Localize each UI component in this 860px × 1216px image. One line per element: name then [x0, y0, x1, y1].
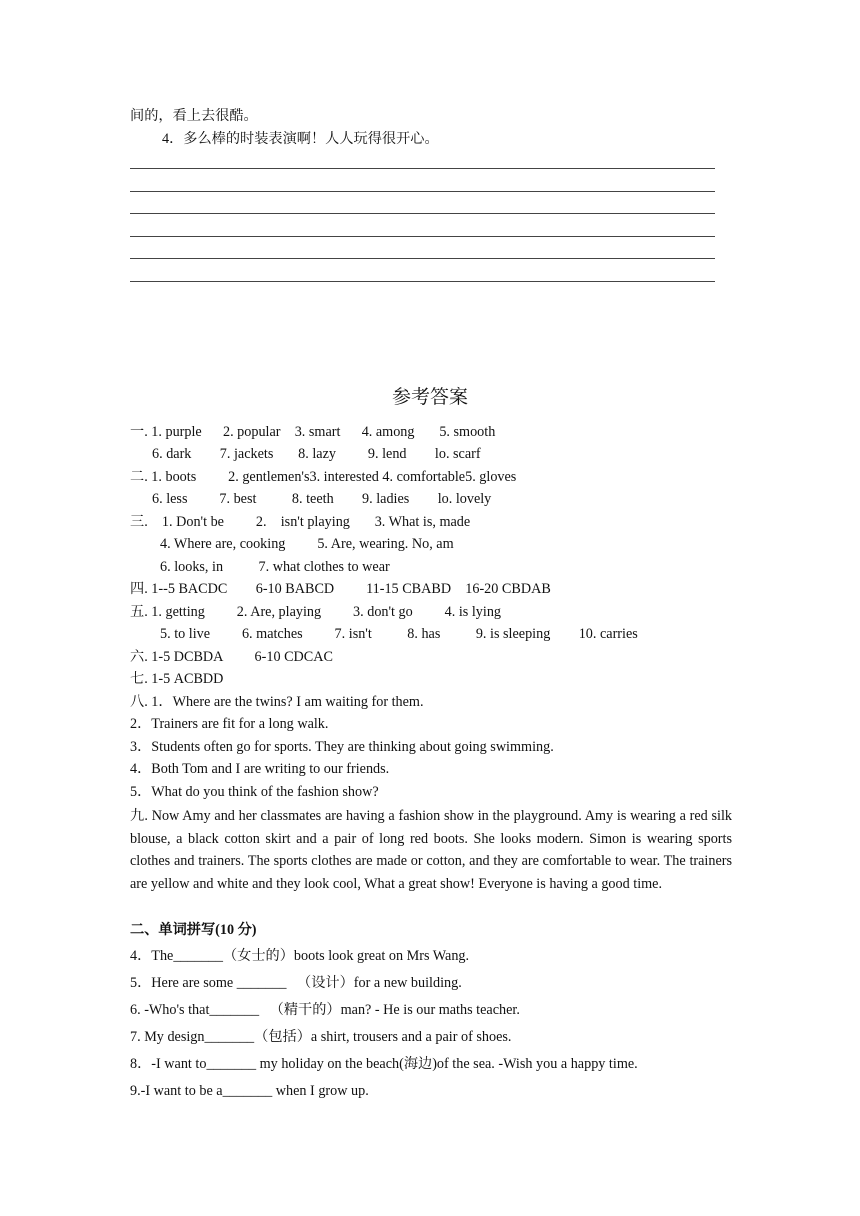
translation-prompt-4: 4．多么棒的时装表演啊！人人玩得很开心。	[162, 131, 439, 147]
answer-section-2-cont: 6. less 7. best 8. teeth 9. ladies lo. lovely	[152, 491, 492, 507]
answer-section-1: 一. 1. purple 2. popular 3. smart 4. among 5. smooth	[130, 424, 496, 440]
answer-section-7: 七. 1-5 ACBDD	[130, 671, 224, 687]
answer-section-5: 五. 1. getting 2. Are, playing 3. don't go 4. is lying	[130, 604, 502, 620]
answer-section-8-item-3: 3．Students often go for sports. They are thinking about going swimming.	[130, 739, 554, 755]
answer-line	[130, 281, 715, 282]
answer-section-8-item-5: 5．What do you think of the fashion show?	[130, 784, 379, 800]
answer-section-3-cont2: 6. looks, in 7. what clothes to wear	[160, 559, 390, 575]
translation-line-end: 间的，看上去很酷。	[130, 108, 258, 124]
answer-section-6: 六. 1-5 DCBDA 6-10 CDCAC	[130, 649, 333, 665]
answer-line	[130, 236, 715, 237]
answer-line	[130, 258, 715, 259]
answer-section-1-cont: 6. dark 7. jackets 8. lazy 9. lend lo. scarf	[152, 446, 481, 462]
answer-key-title: 参考答案	[391, 387, 468, 408]
answer-section-8: 八. 1．Where are the twins? I am waiting for them.	[130, 694, 424, 710]
spelling-question-5: 5．Here are some _______ （设计）for a new building.	[130, 975, 462, 991]
answer-section-5-cont: 5. to live 6. matches 7. isn't 8. has 9. is sleeping 10. carries	[160, 626, 638, 642]
spelling-heading: 二、单词拼写(10 分)	[130, 922, 257, 938]
spelling-question-7: 7. My design_______（包括）a shirt, trousers and a pair of shoes.	[130, 1029, 512, 1045]
answer-section-2: 二. 1. boots 2. gentlemen's3. interested 4. comfortable5. gloves	[130, 469, 517, 485]
answer-section-4: 四. 1--5 BACDC 6-10 BABCD 11-15 CBABD 16-20 CBDAB	[130, 581, 551, 597]
answer-section-8-item-4: 4．Both Tom and I are writing to our friends.	[130, 761, 390, 777]
answer-line	[130, 213, 715, 214]
spelling-question-9: 9.-I want to be a_______ when I grow up.	[130, 1083, 369, 1099]
spelling-question-4: 4．The_______（女士的）boots look great on Mrs Wang.	[130, 948, 470, 964]
spelling-question-6: 6. -Who's that_______ （精干的）man? - He is our maths teacher.	[130, 1002, 520, 1018]
answer-section-3-cont: 4. Where are, cooking 5. Are, wearing. No, am	[160, 536, 454, 552]
answer-section-3: 三. 1. Don't be 2. isn't playing 3. What is, made	[130, 514, 471, 530]
answer-section-8-item-2: 2．Trainers are fit for a long walk.	[130, 716, 329, 732]
spelling-question-8: 8．-I want to_______ my holiday on the beach(海边)of the sea. -Wish you a happy time.	[130, 1056, 638, 1072]
answer-line	[130, 191, 715, 192]
answer-line	[130, 168, 715, 169]
answer-section-9-paragraph: 九. Now Amy and her classmates are having a fashion show in the playground. Amy is wearing a red silk blouse, a black cotton skirt and a pair of long red boots. She looks modern. Simon is wearing sports clothes and trainers. The sports clothes are made or cotton, and they are comfortable to wear. The trainers are yellow and white and they look cool, What a great show! Everyone is having a good time.	[130, 808, 732, 892]
